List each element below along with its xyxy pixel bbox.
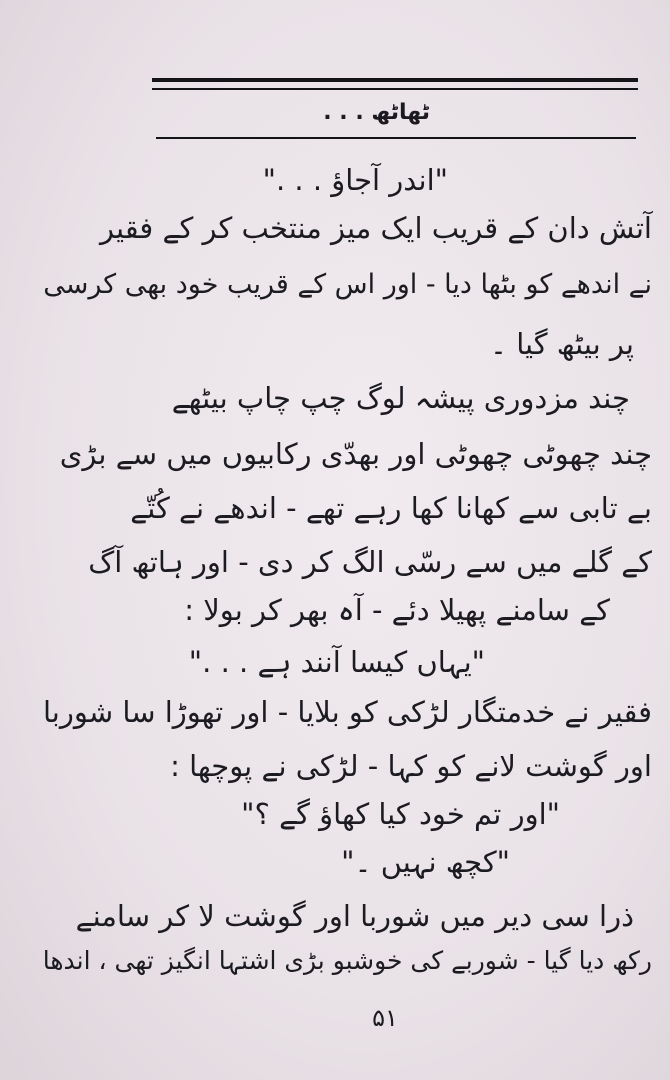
text-line-14: "کچھ نہیں ۔" bbox=[341, 845, 510, 879]
text-line-9: کے سامنے پھیلا دئے - آہ بھر کر بولا : bbox=[184, 593, 610, 627]
running-head: ٹھاٹھ . . . bbox=[323, 100, 430, 125]
text-line-13: "اور تم خود کیا کھاؤ گے ؟" bbox=[241, 797, 560, 831]
text-line-4: پر بیٹھ گیا ۔ bbox=[489, 327, 634, 361]
text-line-1: "اندر آجاؤ . . ." bbox=[262, 163, 448, 197]
text-line-15: ذرا سی دیر میں شوربا اور گوشت لا کر سامنے bbox=[75, 899, 634, 933]
text-line-6: چند چھوٹی چھوٹی اور بھدّی رکابیوں میں سے بڑی bbox=[59, 437, 652, 471]
top-rule-thin bbox=[152, 88, 638, 90]
text-line-12: اور گوشت لانے کو کہا - لڑکی نے پوچھا : bbox=[170, 749, 652, 783]
text-line-11: فقیر نے خدمتگار لڑکی کو بلایا - اور تھوڑا سا شوربا bbox=[42, 695, 652, 729]
text-line-5: چند مزدوری پیشہ لوگ چپ چاپ بیٹھے bbox=[171, 381, 630, 415]
text-line-2: آتش دان کے قریب ایک میز منتخب کر کے فقیر bbox=[99, 211, 652, 245]
top-rule-thick bbox=[152, 78, 638, 82]
page-number: ۵۱ bbox=[372, 1004, 398, 1032]
text-line-3: نے اندھے کو بٹھا دیا - اور اس کے قریب خود بھی کرسی bbox=[43, 269, 652, 300]
header-underline-rule bbox=[156, 137, 636, 139]
text-line-8: کے گلے میں سے رسّی الگ کر دی - اور ہاتھ آگ bbox=[88, 545, 652, 579]
text-line-7: بے تابی سے کھانا کھا رہے تھے - اندھے نے کُتّے bbox=[130, 491, 652, 525]
text-line-10: "یہاں کیسا آنند ہے . . ." bbox=[188, 645, 485, 679]
text-line-16: رکھ دیا گیا - شوربے کی خوشبو بڑی اشتہا انگیز تھی ، اندھا bbox=[42, 946, 652, 975]
